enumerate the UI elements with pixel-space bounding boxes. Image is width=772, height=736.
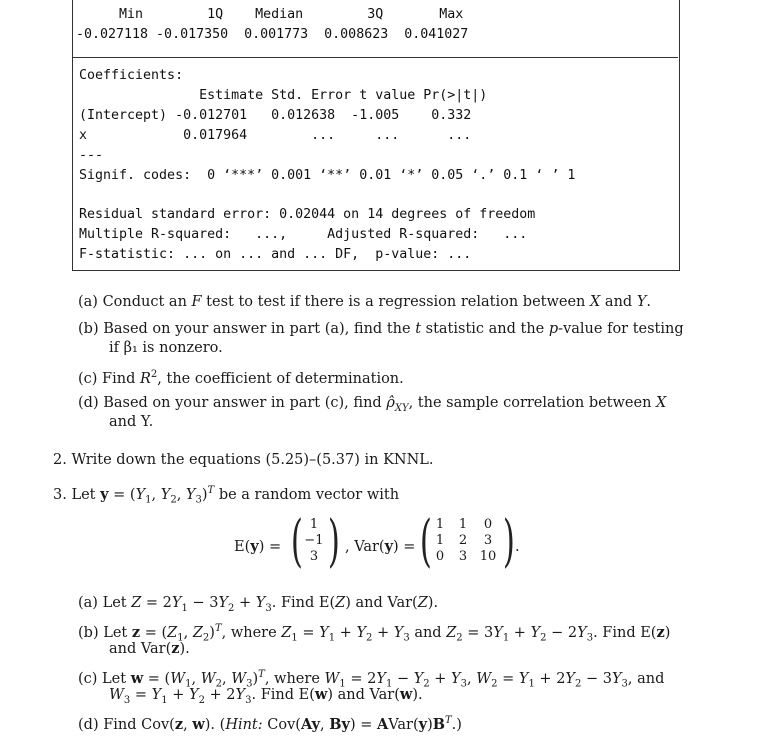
q1-part-d-line2: and Y.: [109, 414, 154, 430]
q3-part-b-line2: and Var(z).: [109, 640, 190, 657]
mean-entry: 3: [309, 549, 319, 564]
mean-vector: [300, 517, 328, 565]
q1-part-b: (b) Based on your answer in part (a), find the t statistic and the p-value for testing: [78, 321, 684, 337]
coef-x-row: x 0.017964 ... ... ...: [79, 128, 472, 143]
left-paren-ey: (: [290, 509, 303, 574]
separator: ---: [79, 148, 104, 163]
var-matrix-row: 0 3 10: [435, 549, 497, 564]
q3-part-a: (a) Let $Z = 2Y_1 - 3Y_2 + Y_3$. Find E(Z) and Var(Z).: [78, 595, 439, 614]
expectation-label: E(y) =: [234, 538, 282, 555]
coef-intercept-row: (Intercept) -0.012701 0.012638 -1.005 0.332: [79, 108, 472, 123]
right-paren-ey: ): [327, 509, 340, 574]
coef-header: Estimate Std. Error t value Pr(>|t|): [79, 88, 488, 103]
q2: 2. Write down the equations (5.25)–(5.37) in KNNL.: [53, 452, 434, 468]
q3-intro: 3. Let $y = (Y_1$, $Y_2$, $Y_3)^T$ be a random vector with: [53, 485, 400, 506]
matrix-period: .: [515, 539, 520, 555]
q1-part-d: (d) Based on your answer in part (c), find $\rhô_{XY}$, the sample correlation between X: [78, 395, 667, 414]
q3-part-c: (c) Let $w = (W_1$, $W_2$, $W_3)^T$, where $W_1 = 2Y_1 - Y_2 + Y_3$, $W_2 = Y_1 + 2Y_2 - 3Y_3$, and: [78, 669, 665, 690]
q3-part-b: (b) Let $z = (Z_1$, $Z_2)^T$, where $Z_1 = Y_1 + Y_2 + Y_3$ and $Z_2 = 3Y_1 + Y_2 - 2Y_3$. Find E(z): [78, 623, 671, 644]
box-divider: [72, 57, 678, 58]
right-paren-var: ): [502, 509, 515, 574]
residual-std-error: Residual standard error: 0.02044 on 14 degrees of freedom: [79, 207, 536, 222]
mean-entry: 1: [309, 517, 319, 532]
q1-part-a: (a) Conduct an F test to test if there is a regression relation between X and Y.: [78, 294, 651, 310]
mean-entry: −1: [304, 533, 324, 548]
var-matrix: [430, 517, 500, 565]
f-statistic-line: F-statistic: ... on ... and ... DF, p-value: ...: [79, 247, 472, 262]
var-matrix-row: 1 2 3: [435, 533, 493, 548]
q1-part-c: (c) Find $R^2$, the coefficient of determination.: [78, 369, 404, 387]
signif-codes: Signif. codes: 0 ‘***’ 0.001 ‘**’ 0.01 ‘*’ 0.05 ‘.’ 0.1 ‘ ’ 1: [79, 168, 576, 183]
variance-label: , Var(y) =: [345, 538, 416, 555]
r-squared-line: Multiple R-squared: ..., Adjusted R-squared: ...: [79, 227, 528, 242]
residual-values: -0.027118 -0.017350 0.001773 0.008623 0.041027: [76, 27, 469, 42]
coef-title: Coefficients:: [79, 68, 184, 83]
q3-part-d: (d) Find Cov(z, w). (Hint: Cov(Ay, $By) = AVar(y)B^T$.): [78, 715, 462, 733]
left-paren-var: (: [419, 509, 432, 574]
var-matrix-row: 1 1 0: [435, 517, 493, 532]
q3-part-c-line2: $W_3 = Y_1 + Y_2 + 2Y_3$. Find E(w) and Var(w).: [109, 686, 423, 706]
residual-header: Min 1Q Median 3Q Max: [79, 7, 464, 22]
q1-part-b-line2: if β₁ is nonzero.: [109, 340, 223, 356]
